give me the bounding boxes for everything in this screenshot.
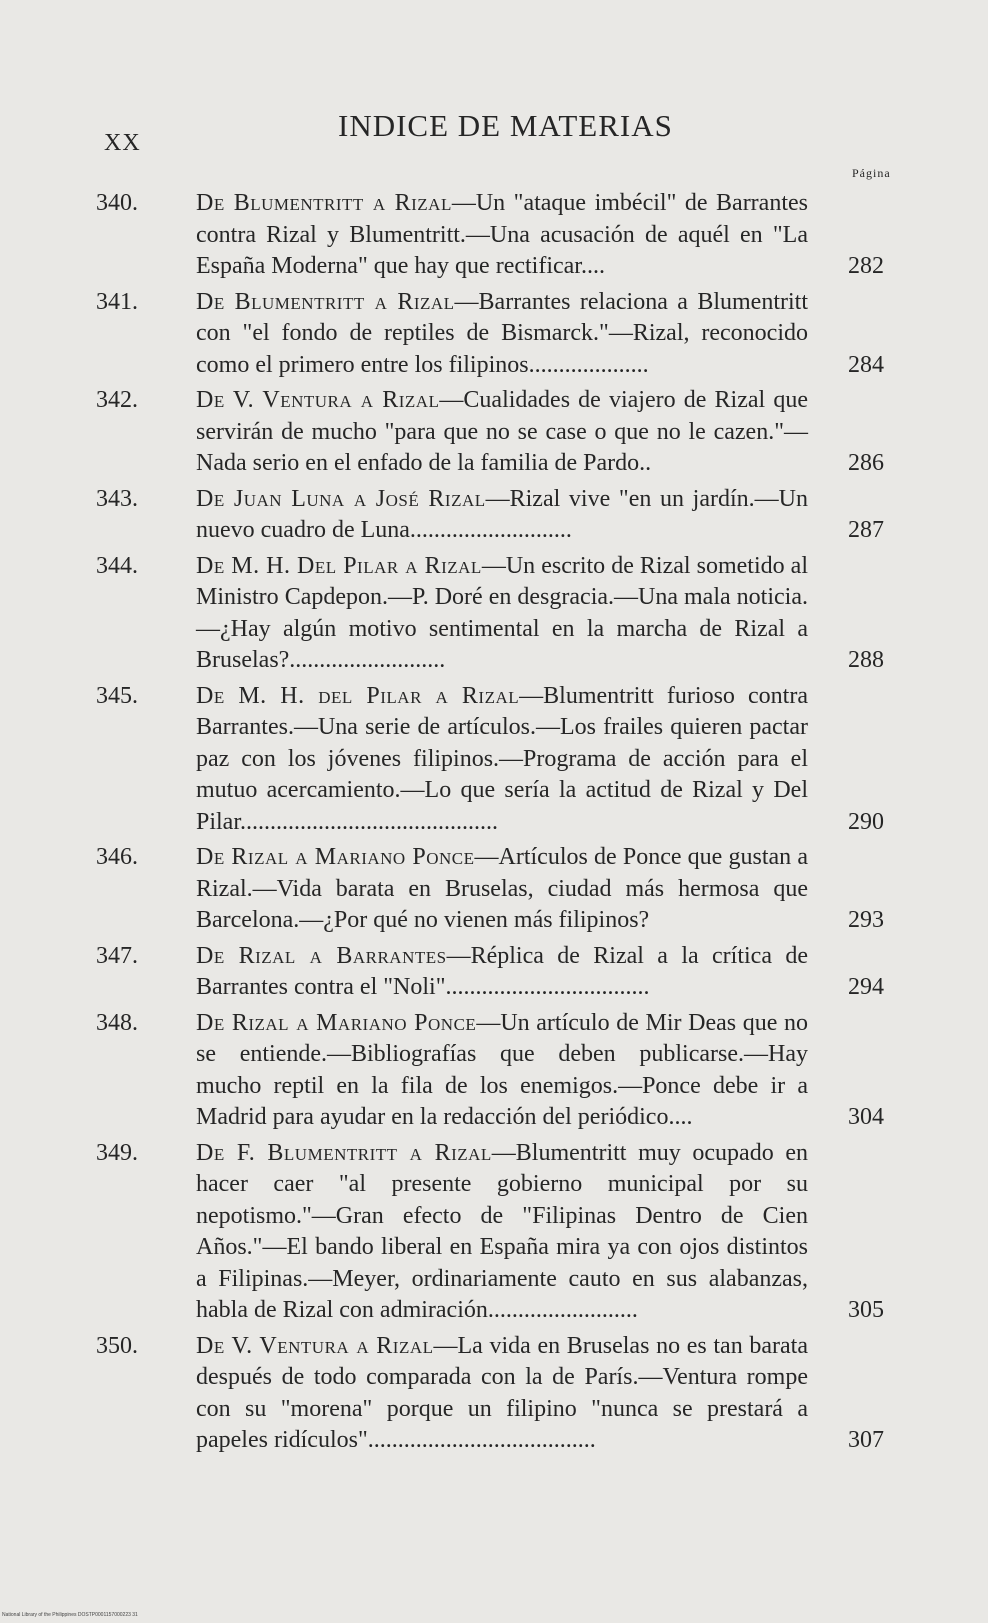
index-entries <box>96 188 908 1461</box>
page-title: INDICE DE MATERIAS <box>338 108 673 143</box>
entry-text: —Barrantes relaciona a Blumentritt con "el fondo de reptiles de Bismarck."—Rizal, reconocido como el primero entre los filipinos.................... <box>196 288 808 378</box>
index-entry-344 <box>96 551 908 677</box>
entry-number: 342. <box>96 387 138 413</box>
entry-heading: De V. Ventura a Rizal <box>196 387 440 413</box>
entry-heading: De F. Blumentritt a Rizal <box>196 1139 492 1166</box>
entry-number: 350. <box>96 1332 138 1359</box>
entry-page-number: 305 <box>848 1297 884 1323</box>
entry-heading: De Rizal a Mariano Ponce <box>196 1009 477 1036</box>
entry-number: 340. <box>96 190 138 216</box>
entry-heading: De Blumentritt a Rizal <box>196 288 455 315</box>
entry-heading: De M. H. Del Pilar a Rizal <box>196 552 482 579</box>
index-entry-346 <box>96 842 908 937</box>
index-entry-345 <box>96 681 908 839</box>
entry-number: 341. <box>96 288 138 315</box>
entry-page-number: 284 <box>848 351 884 378</box>
entry-heading: De Rizal a Mariano Ponce <box>196 844 475 870</box>
page-header <box>0 108 988 156</box>
entry-page-number: 290 <box>848 808 884 835</box>
page-folio: XX <box>104 130 141 156</box>
entry-text: —Artículos de Ponce que gustan a Rizal.—Vida barata en Bruselas, ciudad más hermosa que Barcelona.—¿Por qué no vienen más filipinos? <box>196 844 809 933</box>
entry-number: 346. <box>96 844 138 870</box>
entry-text: —Réplica de Rizal a la crítica de Barrantes contra el "Noli".................................. <box>196 942 808 1000</box>
entry-page-number: 282 <box>848 253 884 279</box>
index-entry-343 <box>96 484 908 547</box>
entry-page-number: 287 <box>848 517 884 543</box>
index-entry-348 <box>96 1008 908 1134</box>
entry-heading: De Juan Luna a José Rizal <box>196 485 486 512</box>
entry-text: —La vida en Bruselas no es tan barata después de todo comparada con la de París.—Ventura rompe con su "morena" porque un filipino "nunca se prestará a papeles ridículos"...................................... <box>196 1332 808 1453</box>
entry-text: —Rizal vive "en un jardín.—Un nuevo cuadro de Luna........................... <box>196 485 808 543</box>
entry-page-number: 288 <box>848 647 884 673</box>
entry-page-number: 304 <box>848 1104 884 1130</box>
entry-text: —Un "ataque imbécil" de Barrantes contra Rizal y Blumentritt.—Una acusación de aquél en "La España Moderna" que hay que rectificar.... <box>196 190 808 279</box>
entry-heading: De M. H. del Pilar a Rizal <box>196 682 520 709</box>
scan-footer: National Library of the Philippines DOSTP0001157000223 31 <box>2 1612 138 1618</box>
entry-number: 345. <box>96 682 138 709</box>
index-entry-347 <box>96 941 908 1004</box>
entry-text: —Cualidades de viajero de Rizal que servirán de mucho "para que no se case o que no le cazen."—Nada serio en el enfado de la familia de Pardo.. <box>196 387 808 476</box>
entry-page-number: 286 <box>848 450 884 476</box>
entry-number: 348. <box>96 1009 138 1036</box>
index-entry-349 <box>96 1138 908 1327</box>
entry-text: —Blumentritt furioso contra Barrantes.—Una serie de artículos.—Los frailes quieren pactar paz con los jóvenes filipinos.—Programa de acción para el mutuo acercamiento.—Lo que sería la actitud de Rizal y Del Pilar........................................... <box>196 682 808 835</box>
entry-text: —Un escrito de Rizal sometido al Ministro Capdepon.—P. Doré en desgracia.—Una mala noticia.—¿Hay algún motivo sentimental en la marcha de Rizal a Bruselas?.......................... <box>196 552 808 673</box>
index-entry-350 <box>96 1331 908 1457</box>
entry-number: 349. <box>96 1139 138 1166</box>
entry-page-number: 293 <box>848 907 884 933</box>
entry-page-number: 307 <box>848 1427 884 1453</box>
entry-text: —Blumentritt muy ocupado en hacer caer "al presente gobierno municipal por su nepotismo."—Gran efecto de "Filipinas Dentro de Cien Años."—El bando liberal en España mira ya con ojos distintos a Filipinas.—Meyer, ordinariamente cauto en sus alabanzas, habla de Rizal con admiración......................... <box>196 1139 808 1323</box>
entry-number: 347. <box>96 942 138 969</box>
entry-text: —Un artículo de Mir Deas que no se entiende.—Bibliografías que deben publicarse.—Hay mucho reptil en la fila de los enemigos.—Ponce debe ir a Madrid para ayudar en la redacción del periódico.... <box>196 1009 809 1130</box>
entry-heading: De Rizal a Barrantes <box>196 942 447 969</box>
index-entry-342 <box>96 385 908 480</box>
index-entry-341 <box>96 287 908 382</box>
entry-number: 344. <box>96 552 138 579</box>
index-entry-340 <box>96 188 908 283</box>
entry-number: 343. <box>96 485 138 512</box>
page-column-label: Página <box>852 166 891 180</box>
entry-heading: De Blumentritt a Rizal <box>196 190 452 216</box>
entry-page-number: 294 <box>848 974 884 1000</box>
entry-heading: De V. Ventura a Rizal <box>196 1332 434 1359</box>
